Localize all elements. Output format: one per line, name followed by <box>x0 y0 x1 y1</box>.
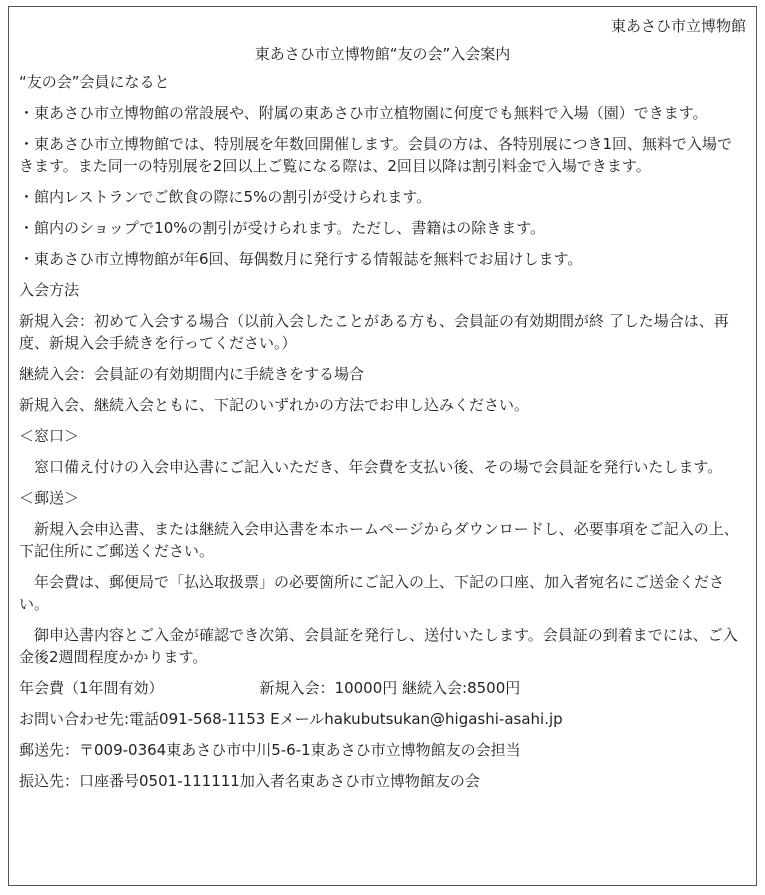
mail-text: 新規入会申込書、または継続入会申込書を本ホームページからダウンロードし、必要事項をご記入の上、下記住所にご郵送ください。 <box>19 520 739 560</box>
benefit-item: ・館内のショップで10%の割引が受けられます。ただし、書籍はの除きます。 <box>19 219 546 237</box>
benefit-item: ・館内レストランでご飲食の際に5%の割引が受けられます。 <box>19 188 432 206</box>
benefit-item: ・東あさひ市立博物館が年6回、毎偶数月に発行する情報誌を無料でお届けします。 <box>19 250 583 268</box>
contact-info: お問い合わせ先:電話091-568-1153 Eメールhakubutsukan@higashi-asahi.jp <box>19 710 563 728</box>
page-title: 東あさひ市立博物館“友の会”入会案内 <box>254 45 511 63</box>
fee-label: 年会費（1年間有効） <box>19 679 164 697</box>
benefit-item: ・東あさひ市立博物館では、特別展を年数回開催します。会員の方は、各特別展につき1回、無料で入場できます。また同一の特別展を2回以上ご覧になる際は、2回目以降は割引料金で入場できます。 <box>19 135 733 175</box>
fee-values: 新規入会：10000円 継続入会:8500円 <box>259 679 521 697</box>
document-page <box>8 6 757 886</box>
how-to-apply-text: 新規入会、継続入会ともに、下記のいずれかの方法でお申し込みください。 <box>19 396 530 414</box>
method-heading: 入会方法 <box>19 281 80 299</box>
transfer-info: 振込先：口座番号0501-111111加入者名東あさひ市立博物館友の会 <box>19 772 480 790</box>
mail-text: 御申込書内容とご入金が確認でき次第、会員証を発行し、送付いたします。会員証の到着までには、ご入金後2週間程度かかります。 <box>19 626 738 666</box>
organization-name: 東あさひ市立博物館 <box>610 17 746 35</box>
fee-row <box>19 677 746 699</box>
renewal-text: 継続入会：会員証の有効期間内に手続きをする場合 <box>19 365 365 383</box>
counter-heading: ＜窓口＞ <box>19 427 80 445</box>
mail-text: 年会費は、郵便局で「払込取扱票」の必要箇所にご記入の上、下記の口座、加入者宛名にご送金ください。 <box>19 573 725 613</box>
new-member-text: 新規入会：初めて入会する場合（以前入会したことがある方も、会員証の有効期間が終 了した場合は、再度、新規入会手続きを行ってください。） <box>19 312 729 352</box>
counter-text: 窓口備え付けの入会申込書にご記入いただき、年会費を支払い後、その場で会員証を発行いたします。 <box>34 458 723 476</box>
mailing-address: 郵送先：〒009-0364東あさひ市中川5-6-1東あさひ市立博物館友の会担当 <box>19 741 521 759</box>
benefits-heading: “友の会”会員になると <box>19 73 170 91</box>
mail-heading: ＜郵送＞ <box>19 489 80 507</box>
benefit-item: ・東あさひ市立博物館の常設展や、附属の東あさひ市立植物園に何度でも無料で入場（園）できます。 <box>19 104 708 122</box>
